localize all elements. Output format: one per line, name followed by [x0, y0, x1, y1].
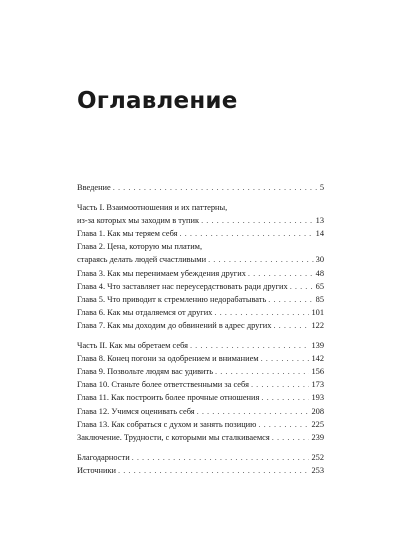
dot-leader — [190, 339, 309, 352]
toc-page-number: 142 — [311, 354, 324, 364]
toc-entry — [77, 405, 324, 418]
toc-entry — [77, 293, 324, 306]
toc-entry — [77, 352, 324, 365]
toc-page-number: 252 — [311, 452, 324, 462]
toc-entry-line — [77, 201, 324, 214]
page-title: Оглавление — [77, 88, 238, 114]
toc-entry — [77, 319, 324, 332]
dot-leader — [261, 391, 309, 404]
toc-entry-title: Глава 10. Станьте более ответственными за себя — [77, 380, 249, 390]
dot-leader — [113, 181, 318, 194]
toc-page-number: 5 — [319, 183, 324, 192]
toc-entry-line — [77, 267, 324, 280]
toc-entry — [77, 365, 324, 378]
toc-page-number: 193 — [311, 393, 324, 403]
toc-entry-title: Глава 2. Цена, которую мы платим, — [77, 242, 203, 252]
dot-leader — [251, 378, 310, 391]
toc-page-number: 139 — [311, 341, 324, 351]
toc-page-number: 208 — [311, 406, 324, 416]
toc-entry-line — [77, 227, 324, 240]
toc-entry — [77, 431, 324, 444]
toc-entry-line — [77, 253, 324, 266]
toc-entry-line — [77, 280, 324, 293]
dot-leader — [201, 214, 314, 227]
toc-entry-title: Глава 7. Как мы доходим до обвинений в адрес других — [77, 320, 272, 330]
toc-entry — [77, 227, 324, 240]
toc-entry-line — [77, 339, 324, 352]
toc-page-number: 239 — [311, 432, 324, 442]
dot-leader — [272, 431, 310, 444]
toc-entry-line — [77, 214, 324, 227]
toc-entry-line — [77, 293, 324, 306]
toc-entry-line — [77, 306, 324, 319]
toc-entry-line — [77, 365, 324, 378]
section-spacer — [77, 332, 324, 339]
toc-entry-line — [77, 240, 324, 253]
dot-leader — [261, 352, 310, 365]
toc-entry-title: Заключение. Трудности, с которыми мы сталкиваемся — [77, 432, 270, 442]
dot-leader — [118, 464, 309, 477]
dot-leader — [215, 365, 309, 378]
section-spacer — [77, 444, 324, 451]
toc-entry-line — [77, 181, 324, 194]
dot-leader — [197, 405, 310, 418]
toc-page-number: 122 — [311, 320, 324, 330]
toc-page-number: 65 — [315, 281, 324, 291]
toc-entry-title: стараясь делать людей счастливыми — [77, 255, 207, 265]
toc-entry-title: Глава 1. Как мы теряем себя — [77, 229, 178, 239]
toc-entry-title: Глава 4. Что заставляет нас переусердствовать ради других — [77, 281, 288, 291]
toc-entry-title: Источники — [77, 465, 117, 475]
toc-entry-line — [77, 352, 324, 365]
toc-entry-line — [77, 319, 324, 332]
dot-leader — [268, 293, 313, 306]
toc-entry-line — [77, 378, 324, 391]
dot-leader — [248, 267, 314, 280]
table-of-contents — [77, 181, 324, 477]
toc-page-number: 30 — [315, 255, 324, 265]
dot-leader — [208, 253, 314, 266]
dot-leader — [290, 280, 314, 293]
toc-entry — [77, 378, 324, 391]
toc-entry-title: Глава 9. Позвольте людям вас удивить — [77, 367, 214, 377]
toc-entry-title: Введение — [77, 183, 111, 192]
toc-page-number: 14 — [315, 229, 324, 239]
toc-entry — [77, 280, 324, 293]
toc-entry-title: Глава 12. Учимся оценивать себя — [77, 406, 195, 416]
toc-entry-title: Глава 11. Как построить более прочные отношения — [77, 393, 260, 403]
dot-leader — [258, 418, 309, 431]
toc-entry-title: Часть II. Как мы обретаем себя — [77, 341, 188, 351]
dot-leader — [179, 227, 313, 240]
toc-page-number: 48 — [315, 268, 324, 278]
toc-entry — [77, 267, 324, 280]
toc-entry-title: из-за которых мы заходим в тупик — [77, 216, 200, 226]
toc-entry-line — [77, 405, 324, 418]
toc-page-number: 253 — [311, 465, 324, 475]
toc-entry — [77, 181, 324, 194]
toc-entry — [77, 464, 324, 477]
toc-entry-title: Глава 3. Как мы перенимаем убеждения других — [77, 268, 246, 278]
toc-entry-line — [77, 464, 324, 477]
toc-entry — [77, 201, 324, 227]
toc-entry-title: Глава 8. Конец погони за одобрением и вниманием — [77, 354, 259, 364]
toc-entry-line — [77, 451, 324, 464]
toc-entry-line — [77, 418, 324, 431]
toc-entry-title: Глава 6. Как мы отдаляемся от других — [77, 307, 213, 317]
toc-page-number: 225 — [311, 419, 324, 429]
toc-entry — [77, 339, 324, 352]
toc-entry — [77, 240, 324, 266]
section-spacer — [77, 194, 324, 201]
toc-entry — [77, 306, 324, 319]
toc-entry-line — [77, 391, 324, 404]
toc-entry-title: Глава 5. Что приводит к стремлению недорабатывать — [77, 294, 267, 304]
toc-page-number: 173 — [311, 380, 324, 390]
toc-entry — [77, 391, 324, 404]
toc-entry-line — [77, 431, 324, 444]
toc-entry — [77, 418, 324, 431]
toc-page-number: 13 — [315, 216, 324, 226]
toc-entry-title: Благодарности — [77, 452, 130, 462]
dot-leader — [214, 306, 309, 319]
dot-leader — [273, 319, 309, 332]
toc-page-number: 101 — [311, 307, 324, 317]
toc-entry — [77, 451, 324, 464]
toc-page-number: 156 — [311, 367, 324, 377]
toc-entry-title: Глава 13. Как собраться с духом и занять позицию — [77, 419, 257, 429]
toc-entry-title: Часть I. Взаимоотношения и их паттерны, — [77, 203, 228, 213]
toc-page-number: 85 — [315, 294, 324, 304]
dot-leader — [132, 451, 310, 464]
